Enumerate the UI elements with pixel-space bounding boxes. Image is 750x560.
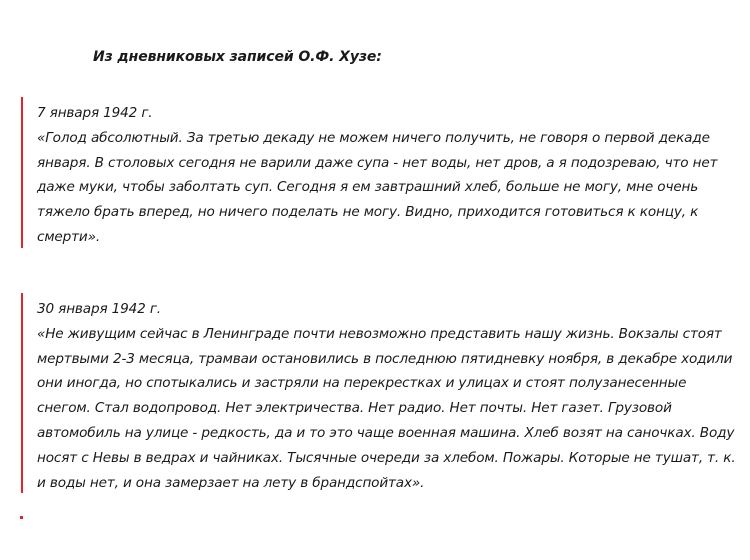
quote-accent-bar xyxy=(21,97,23,248)
entry-text-line: января. В столовых сегодня не варили даже супа - нет воды, нет дров, а я подозреваю, что нет xyxy=(37,154,718,171)
entry-text-line: смерти». xyxy=(37,228,100,245)
entry-date: 7 января 1942 г. xyxy=(37,105,153,121)
quote-accent-bar xyxy=(21,293,23,493)
entry-text-line: «Не живущим сейчас в Ленинграде почти невозможно представить нашу жизнь. Вокзалы стоят xyxy=(37,325,722,342)
entry-text-line: носят с Невы в ведрах и чайниках. Тысячные очереди за хлебом. Пожары. Которые не тушат, т. к. xyxy=(37,449,736,466)
entry-text-line: даже муки, чтобы заболтать суп. Сегодня я ем завтрашний хлеб, больше не могу, мне очень xyxy=(37,179,699,196)
entry-date: 30 января 1942 г. xyxy=(37,301,161,317)
diary-entry xyxy=(37,297,737,495)
entry-text-line: они иногда, но спотыкались и застряли на перекрестках и улицах и стоят полузанесенные xyxy=(37,375,687,392)
diary-entry xyxy=(37,101,737,250)
accent-dot xyxy=(20,516,23,519)
entry-text-line: снегом. Стал водопровод. Нет электричества. Нет радио. Нет почты. Нет газет. Грузовой xyxy=(37,400,672,417)
entry-text-line: мертвыми 2-3 месяца, трамваи остановились в последнюю пятидневку ноября, в декабре ходили xyxy=(37,350,733,367)
entry-text-line: автомобиль на улице - редкость, да и то это чаще военная машина. Хлеб возят на саночках. Воду xyxy=(37,424,735,441)
entry-text-line: «Голод абсолютный. За третью декаду не можем ничего получить, не говоря о первой декаде xyxy=(37,129,710,146)
page-heading: Из дневниковых записей О.Ф. Хузе: xyxy=(93,49,382,65)
entry-text-line: тяжело брать вперед, но ничего поделать не могу. Видно, приходится готовиться к концу, к xyxy=(37,204,699,221)
entry-text-line: и воды нет, и она замерзает на лету в брандспойтах». xyxy=(37,474,425,491)
